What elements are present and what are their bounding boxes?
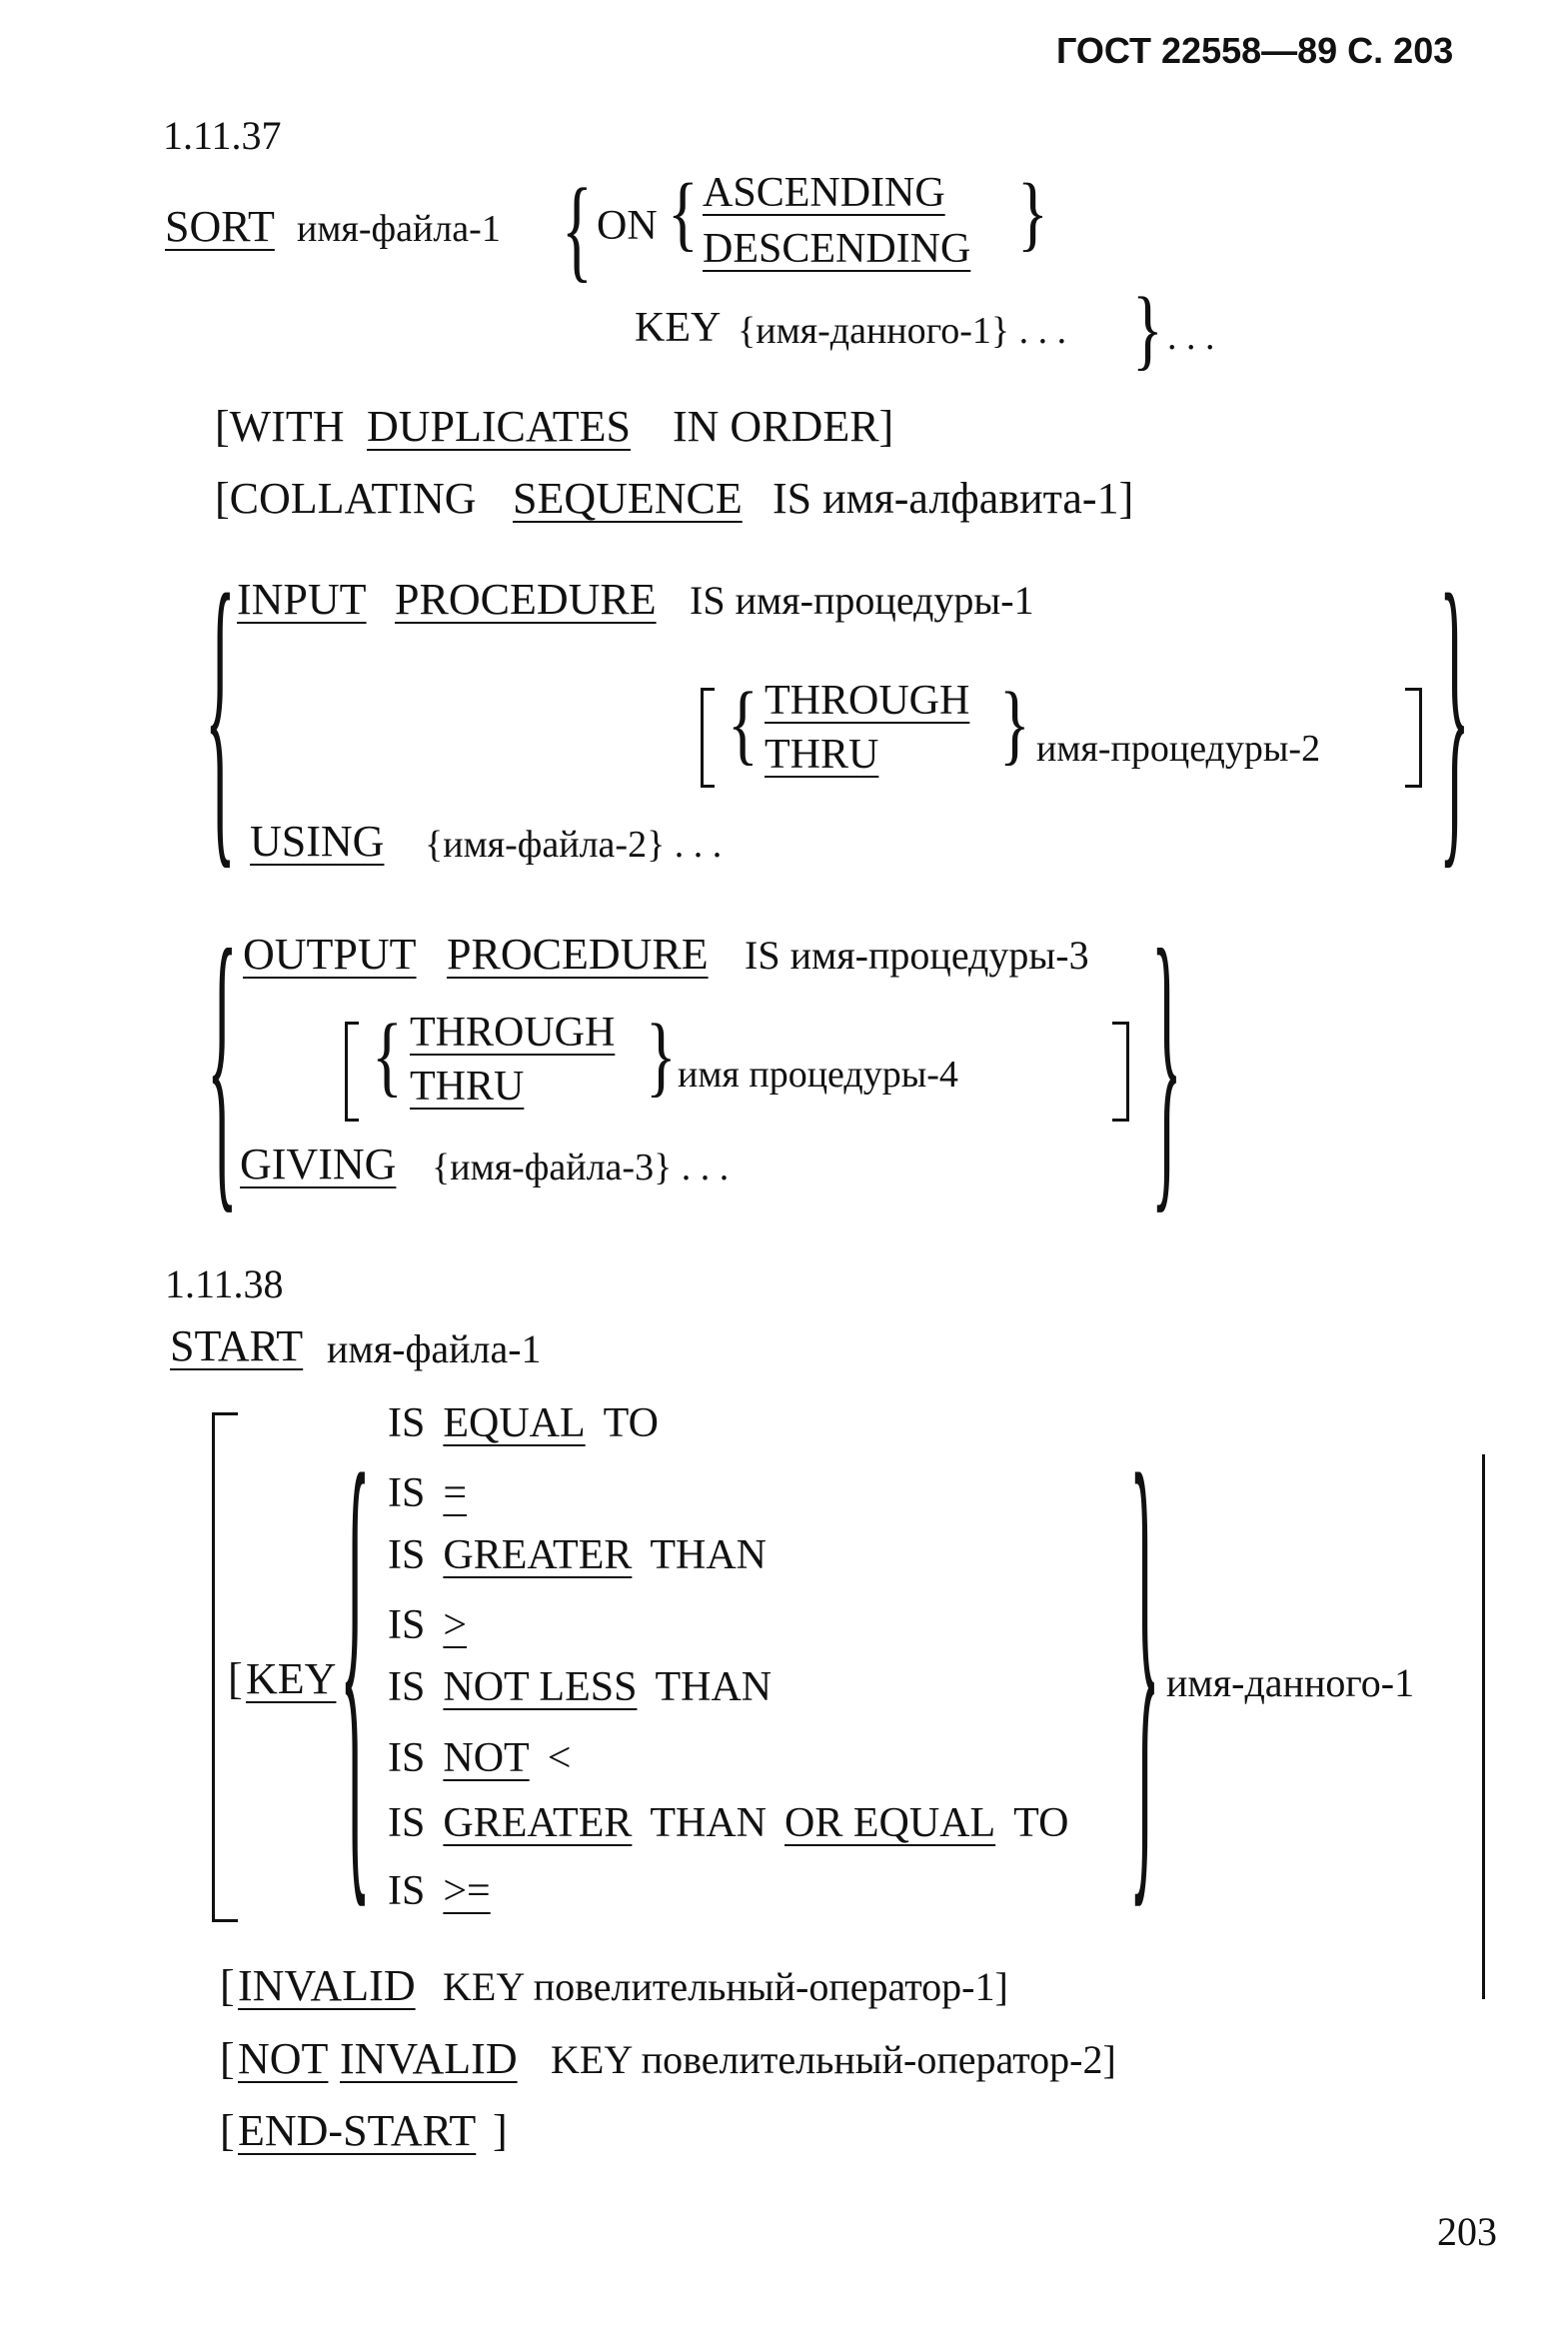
invalid-key-statement: KEY повелительный-оператор-1] [443,1964,1008,2009]
condition-keyword: > [443,1602,468,1648]
kw-through: THROUGH [765,678,970,724]
kw-output: OUTPUT [243,930,417,979]
bracket-bottom [212,1919,238,1922]
bracket-bottom [345,1119,359,1122]
bracket-left [701,688,704,788]
brace-close: } [1151,885,1182,1239]
kw-key: KEY [635,305,722,351]
kw-procedure: PROCEDURE [395,575,657,624]
in-order: IN ORDER] [673,402,894,451]
key-bracket-open: [ [228,1654,243,1703]
condition-keyword: NOT [443,1735,530,1781]
condition-row [388,1666,789,1708]
procedure-name-2: имя-процедуры-2 [1036,728,1321,770]
section-number-1137: 1.11.37 [163,113,282,158]
condition-is: IS [388,1400,426,1446]
bracket-right [1126,1022,1129,1122]
brace-open: { [668,166,699,260]
data-name-1: {имя-данного-1} . . . [738,310,1067,352]
with-open: [WITH [215,402,345,451]
is-alphabet: IS имя-алфавита-1] [773,474,1134,523]
condition-rest: THAN [655,1664,773,1710]
kw-through-b: THROUGH [410,1010,616,1056]
file-name-3: {имя-файла-3} . . . [432,1147,730,1188]
condition-is: IS [388,1868,426,1914]
kw-not-invalid: INVALID [340,2034,518,2083]
bracket-top [1112,1022,1126,1025]
kw-using: USING [250,817,385,866]
kw-not: NOT [238,2034,329,2083]
page-number: 203 [1437,2209,1497,2254]
brace-close: } [1132,279,1163,379]
bracket-top [1405,688,1419,691]
bracket-right [1419,688,1422,788]
brace-open: { [728,674,759,774]
kw-ascending: ASCENDING [703,170,945,216]
bracket-top [345,1022,359,1025]
section-number-1138: 1.11.38 [165,1261,284,1306]
kw-on: ON [597,203,658,249]
condition-row [388,1737,589,1779]
brace-open: { [562,164,593,293]
kw-start: START [170,1321,304,1370]
kw-sort: SORT [165,202,275,251]
end-open: [ [220,2106,235,2155]
invalid-open: [ [220,1961,235,2010]
collating-open: [COLLATING [215,474,477,523]
procedure-name-4: имя процедуры-4 [678,1054,958,1096]
bracket-bottom [1112,1119,1126,1122]
condition-keyword: OR EQUAL [784,1800,996,1846]
brace-close: } [646,1006,677,1106]
condition-is: IS [388,1532,426,1578]
condition-keyword: >= [443,1868,491,1914]
condition-keyword: = [443,1470,468,1516]
file-name-1: имя-файла-1 [297,208,501,250]
kw-duplicates: DUPLICATES [367,402,632,451]
end-close: ] [493,2106,508,2155]
kw-key: KEY [246,1654,337,1703]
page-header: ГОСТ 22558—89 С. 203 [1056,30,1454,71]
condition-keyword: NOT LESS [443,1664,638,1710]
data-name-1: имя-данного-1 [1166,1660,1415,1705]
kw-giving: GIVING [240,1140,397,1188]
is-procedure-name-3: IS имя-процедуры-3 [745,933,1089,978]
brace-close: } [1017,166,1048,260]
ellipsis: . . . [1167,316,1215,358]
kw-invalid: INVALID [238,1961,416,2010]
bracket-right [1482,1454,1485,1999]
kw-input: INPUT [237,575,367,624]
bracket-bottom [1405,785,1419,788]
brace-close: } [999,674,1030,774]
condition-row [388,1604,485,1646]
condition-keyword: EQUAL [443,1400,586,1446]
condition-row [388,1870,509,1912]
not-open: [ [220,2034,235,2083]
condition-is: IS [388,1800,426,1846]
file-name-2: {имя-файла-2} . . . [425,824,723,866]
bracket-left [345,1022,348,1122]
condition-keyword: GREATER [443,1800,633,1846]
condition-rest: TO [603,1400,659,1446]
kw-sequence: SEQUENCE [513,474,743,523]
brace-open: { [207,885,238,1239]
bracket-top [701,688,715,691]
brace-open: { [340,1368,371,1951]
condition-row [388,1802,1086,1844]
not-invalid-key-statement: KEY повелительный-оператор-2] [551,2037,1116,2082]
kw-descending: DESCENDING [703,226,971,272]
condition-is: IS [388,1664,426,1710]
bracket-left [212,1412,215,1922]
condition-is: IS [388,1735,426,1781]
condition-rest: THAN [650,1800,768,1846]
brace-close: } [1129,1368,1160,1951]
is-procedure-name-1: IS имя-процедуры-1 [690,578,1034,623]
kw-thru: THRU [765,732,879,778]
kw-end-start: END-START [238,2106,477,2155]
kw-procedure-b: PROCEDURE [447,930,709,979]
kw-thru-b: THRU [410,1064,525,1110]
brace-open: { [205,527,236,897]
condition-rest: < [547,1735,572,1781]
bracket-top [212,1412,238,1415]
brace-close: } [1439,527,1470,897]
condition-row [388,1472,485,1514]
condition-rest: THAN [650,1532,768,1578]
file-name-1: имя-файла-1 [327,1326,542,1371]
condition-is: IS [388,1470,426,1516]
condition-row [388,1402,677,1444]
condition-is: IS [388,1602,426,1648]
condition-row [388,1534,784,1576]
brace-open: { [372,1006,403,1106]
bracket-bottom [701,785,715,788]
condition-keyword: GREATER [443,1532,633,1578]
condition-rest: TO [1013,1800,1069,1846]
